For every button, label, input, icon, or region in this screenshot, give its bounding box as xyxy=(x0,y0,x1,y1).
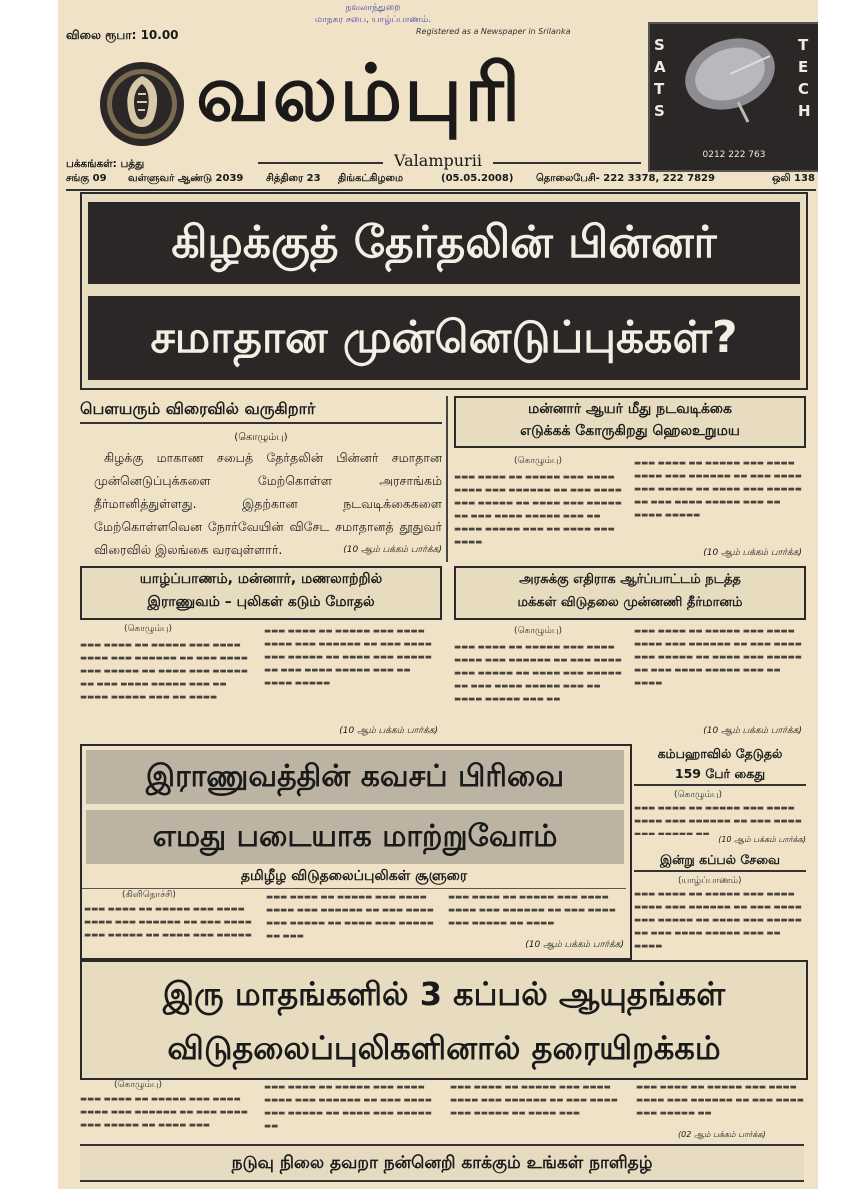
story5-headline-line-1[interactable]: இராணுவத்தின் கவசப் பிரிவை xyxy=(86,750,624,804)
conch-logo xyxy=(98,60,186,148)
story1 xyxy=(80,396,442,562)
brief1 xyxy=(634,744,806,848)
story1-headline[interactable]: பெளயரும் விரைவில் வருகிறார் xyxy=(80,396,442,424)
brief1-headline-line-1[interactable]: கம்பஹாவில் தேடுதல் xyxy=(657,746,783,761)
story5-text-col-2: ▬▬▬ ▬▬▬▬ ▬▬ ▬▬▬▬▬ ▬▬▬ ▬▬▬▬ ▬▬▬▬ ▬▬▬ ▬▬▬▬▬▬ ▬▬ ▬▬▬ ▬▬▬▬ ▬▬▬ ▬▬▬▬▬ ▬▬ ▬▬▬▬ ▬▬▬ ▬▬▬▬▬ ▬▬ ▬▬▬ xyxy=(266,892,434,940)
story2-headline-line-1: மன்னார் ஆயர் மீது நடவடிக்கை xyxy=(528,401,732,417)
dateline-issue: ஒலி 138 xyxy=(772,173,815,184)
dateline-tamil-year: வள்ளுவர் ஆண்டு 2039 xyxy=(128,173,244,184)
masthead-title: வலம்புரி xyxy=(196,49,523,139)
brief2-headline[interactable]: இன்று கப்பல் சேவை xyxy=(634,850,806,872)
pages-label: பக்கங்கள்: பத்து xyxy=(66,158,145,170)
lead-headline-line-2: சமாதான முன்னெடுப்புக்கள்? xyxy=(88,296,800,380)
ad-phone: 0212 222 763 xyxy=(702,150,766,160)
story2-headline-box[interactable] xyxy=(454,396,806,448)
dateline-phone: தொலைபேசி- 222 3378, 222 7829 xyxy=(536,173,715,184)
dateline-tamil-date: சித்திரை 23 xyxy=(266,173,321,184)
story5-continuation[interactable]: (10 ஆம் பக்கம் பார்க்க) xyxy=(525,940,624,950)
story4-source: (கொழும்பு) xyxy=(514,626,563,636)
story6-text-col-3: ▬▬▬ ▬▬▬▬ ▬▬ ▬▬▬▬▬ ▬▬▬ ▬▬▬▬ ▬▬▬▬ ▬▬▬ ▬▬▬▬▬▬ ▬▬ ▬▬▬ ▬▬▬▬ ▬▬▬ ▬▬▬▬▬ ▬▬ ▬▬▬▬ ▬▬▬ xyxy=(450,1082,618,1117)
brief1-text: ▬▬▬ ▬▬▬▬ ▬▬ ▬▬▬▬▬ ▬▬▬ ▬▬▬▬ ▬▬▬▬ ▬▬▬ ▬▬▬▬▬▬ ▬▬ ▬▬▬ ▬▬▬▬ ▬▬▬ ▬▬▬▬▬ ▬▬ xyxy=(634,803,802,835)
story2-headline-line-2: எடுக்கக் கோருகிறது ஹெலஉறுமய xyxy=(520,423,740,439)
story3-source: (கொழும்பு) xyxy=(124,624,173,634)
story2-source: (கொழும்பு) xyxy=(514,456,563,466)
brief1-headline-line-2[interactable]: 159 பேர் கைது xyxy=(634,764,806,786)
price-label: விலை ரூபா: 10.00 xyxy=(66,28,179,42)
title-rule-left xyxy=(258,162,383,164)
title-rule-right xyxy=(493,162,641,164)
brief2 xyxy=(634,850,806,956)
story3 xyxy=(80,566,442,742)
story4-headline-box[interactable] xyxy=(454,566,806,620)
lead-headline-box xyxy=(80,192,808,390)
footer-slogan: நடுவு நிலை தவறா நன்னெறி காக்கும் உங்கள் நாளிதழ் xyxy=(80,1144,804,1182)
story5-text-col-3: ▬▬▬ ▬▬▬▬ ▬▬ ▬▬▬▬▬ ▬▬▬ ▬▬▬▬ ▬▬▬▬ ▬▬▬ ▬▬▬▬▬▬ ▬▬ ▬▬▬ ▬▬▬▬ ▬▬▬ ▬▬▬▬▬ ▬▬ ▬▬▬▬ xyxy=(448,892,616,927)
story4-text-col-2: ▬▬▬ ▬▬▬▬ ▬▬ ▬▬▬▬▬ ▬▬▬ ▬▬▬▬ ▬▬▬▬ ▬▬▬ ▬▬▬▬▬▬ ▬▬ ▬▬▬ ▬▬▬▬ ▬▬▬ ▬▬▬▬▬ ▬▬ ▬▬▬▬ ▬▬▬ ▬▬▬▬▬ ▬▬ ▬▬▬ ▬▬▬▬ ▬▬▬▬▬ ▬▬▬ ▬▬ ▬▬▬▬ xyxy=(634,626,802,687)
story2 xyxy=(454,396,806,562)
stamp-line-2: மாநகர சபை, யாழ்ப்பாணம். xyxy=(314,15,432,25)
story5 xyxy=(80,744,632,960)
lead-headline-line-1: கிழக்குத் தேர்தலின் பின்னர் xyxy=(88,202,800,284)
story1-body: கிழக்கு மாகாண சபைத் தேர்தலின் பின்னர் சமாதான முன்னெடுப்புக்களை மேற்கொள்ள அரசாங்கம் தீர்மானித்துள்ளது. இதற்கான நடவடிக்கைகளை மேற்கொள்ளவென நோர்வேயின் விசேட சமாதானத் தூதுவர் விரைவில் இலங்கை வரவுள்ளார். xyxy=(94,450,442,557)
story2-text-col-2: ▬▬▬ ▬▬▬▬ ▬▬ ▬▬▬▬▬ ▬▬▬ ▬▬▬▬ ▬▬▬▬ ▬▬▬ ▬▬▬▬▬▬ ▬▬ ▬▬▬ ▬▬▬▬ ▬▬▬ ▬▬▬▬▬ ▬▬ ▬▬▬▬ ▬▬▬ ▬▬▬▬▬ ▬▬ ▬▬▬ ▬▬▬▬ ▬▬▬▬▬ ▬▬▬ ▬▬ ▬▬▬▬ ▬▬▬▬▬ xyxy=(634,458,802,519)
story4-continuation[interactable]: (10 ஆம் பக்கம் பார்க்க) xyxy=(703,726,802,736)
story6-headline-line-2: விடுதலைப்புலிகளினால் தரையிறக்கம் xyxy=(167,1029,721,1067)
story5-text-col-1: ▬▬▬ ▬▬▬▬ ▬▬ ▬▬▬▬▬ ▬▬▬ ▬▬▬▬ ▬▬▬▬ ▬▬▬ ▬▬▬▬▬▬ ▬▬ ▬▬▬ ▬▬▬▬ ▬▬▬ ▬▬▬▬▬ ▬▬ ▬▬▬▬ ▬▬▬ ▬▬▬▬▬ xyxy=(84,904,252,939)
dateline-volume: சங்கு 09 xyxy=(66,173,107,184)
story4-text-col-1: ▬▬▬ ▬▬▬▬ ▬▬ ▬▬▬▬▬ ▬▬▬ ▬▬▬▬ ▬▬▬▬ ▬▬▬ ▬▬▬▬▬▬ ▬▬ ▬▬▬ ▬▬▬▬ ▬▬▬ ▬▬▬▬▬ ▬▬ ▬▬▬▬ ▬▬▬ ▬▬▬▬▬ ▬▬ ▬▬▬ ▬▬▬▬ ▬▬▬▬▬ ▬▬▬ ▬▬ ▬▬▬▬ ▬▬▬▬▬ ▬▬▬ ▬▬ xyxy=(454,642,622,703)
story3-headline-line-1: யாழ்ப்பாணம், மன்னார், மணலாற்றில் xyxy=(139,571,383,587)
story2-text-col-1: ▬▬▬ ▬▬▬▬ ▬▬ ▬▬▬▬▬ ▬▬▬ ▬▬▬▬ ▬▬▬▬ ▬▬▬ ▬▬▬▬▬▬ ▬▬ ▬▬▬ ▬▬▬▬ ▬▬▬ ▬▬▬▬▬ ▬▬ ▬▬▬▬ ▬▬▬ ▬▬▬▬▬ ▬▬ ▬▬▬ ▬▬▬▬ ▬▬▬▬▬ ▬▬▬ ▬▬ ▬▬▬▬ ▬▬▬▬▬ ▬▬▬ ▬▬ ▬▬▬▬ ▬▬▬ ▬▬▬▬ xyxy=(454,472,622,546)
brief2-source: (யாழ்ப்பாணம்) xyxy=(678,876,742,886)
registered-note: Registered as a Newspaper in Srilanka xyxy=(416,27,571,36)
story5-subhead: தமிழீழ விடுதலைப்புலிகள் சூளுரை xyxy=(82,868,626,889)
brief1-continuation[interactable]: (10 ஆம் பக்கம் பார்க்க) xyxy=(718,835,806,844)
story2-continuation[interactable]: (10 ஆம் பக்கம் பார்க்க) xyxy=(703,548,802,558)
story6-continuation[interactable]: (02 ஆம் பக்கம் பார்க்க) xyxy=(678,1130,766,1139)
story6-headline-line-1: இரு மாதங்களில் 3 கப்பல் ஆயுதங்கள் xyxy=(162,975,726,1013)
sats-tech-ad xyxy=(648,22,818,172)
story6-source: (கொழும்பு) xyxy=(114,1080,163,1090)
story4 xyxy=(454,566,806,742)
dateline-date: (05.05.2008) xyxy=(441,173,514,184)
story3-text-col-2: ▬▬▬ ▬▬▬▬ ▬▬ ▬▬▬▬▬ ▬▬▬ ▬▬▬▬ ▬▬▬▬ ▬▬▬ ▬▬▬▬▬▬ ▬▬ ▬▬▬ ▬▬▬▬ ▬▬▬ ▬▬▬▬▬ ▬▬ ▬▬▬▬ ▬▬▬ ▬▬▬▬▬ ▬▬ ▬▬▬ ▬▬▬▬ ▬▬▬▬▬ ▬▬▬ ▬▬ ▬▬▬▬ ▬▬▬▬▬ xyxy=(264,626,432,687)
newspaper-page xyxy=(58,0,818,1189)
title-latin: Valampurii xyxy=(394,151,482,170)
story5-source: (கிளிநொச்சி) xyxy=(122,890,176,900)
library-stamp xyxy=(278,2,468,26)
story6-text-col-2: ▬▬▬ ▬▬▬▬ ▬▬ ▬▬▬▬▬ ▬▬▬ ▬▬▬▬ ▬▬▬▬ ▬▬▬ ▬▬▬▬▬▬ ▬▬ ▬▬▬ ▬▬▬▬ ▬▬▬ ▬▬▬▬▬ ▬▬ ▬▬▬▬ ▬▬▬ ▬▬▬▬▬ ▬▬ xyxy=(264,1082,432,1130)
ad-tech-label: TECH xyxy=(798,36,811,120)
satellite-dish-icon xyxy=(678,32,788,124)
ad-sats-label: SATS xyxy=(654,36,666,120)
story6-text-col-1: ▬▬▬ ▬▬▬▬ ▬▬ ▬▬▬▬▬ ▬▬▬ ▬▬▬▬ ▬▬▬▬ ▬▬▬ ▬▬▬▬▬▬ ▬▬ ▬▬▬ ▬▬▬▬ ▬▬▬ ▬▬▬▬▬ ▬▬ ▬▬▬▬ ▬▬▬ xyxy=(80,1094,248,1129)
story1-source: (கொழும்பு) xyxy=(234,432,288,443)
story6-headline-box[interactable] xyxy=(80,960,808,1080)
column-rule xyxy=(446,396,448,562)
story3-headline-box[interactable] xyxy=(80,566,442,620)
story1-continuation[interactable]: (10 ஆம் பக்கம் பார்க்க) xyxy=(343,545,442,555)
story3-text-col-1: ▬▬▬ ▬▬▬▬ ▬▬ ▬▬▬▬▬ ▬▬▬ ▬▬▬▬ ▬▬▬▬ ▬▬▬ ▬▬▬▬▬▬ ▬▬ ▬▬▬ ▬▬▬▬ ▬▬▬ ▬▬▬▬▬ ▬▬ ▬▬▬▬ ▬▬▬ ▬▬▬▬▬ ▬▬ ▬▬▬ ▬▬▬▬ ▬▬▬▬▬ ▬▬▬ ▬▬ ▬▬▬▬ ▬▬▬▬▬ ▬▬▬ ▬▬ ▬▬▬▬ xyxy=(80,640,248,701)
story4-headline-line-2: மக்கள் விடுதலை முன்னணி தீர்மானம் xyxy=(517,595,743,610)
story4-headline-line-1: அரசுக்கு எதிராக ஆர்ப்பாட்டம் நடத்த xyxy=(519,572,741,587)
story5-headline-line-2[interactable]: எமது படையாக மாற்றுவோம் xyxy=(86,810,624,864)
dateline-weekday: திங்கட்கிழமை xyxy=(338,173,404,184)
brief1-source: (கொழும்பு) xyxy=(674,790,723,800)
stamp-line-1: நவலாந்துறை xyxy=(345,3,401,13)
story6-text-col-4: ▬▬▬ ▬▬▬▬ ▬▬ ▬▬▬▬▬ ▬▬▬ ▬▬▬▬ ▬▬▬▬ ▬▬▬ ▬▬▬▬▬▬ ▬▬ ▬▬▬ ▬▬▬▬ ▬▬▬ ▬▬▬▬▬ ▬▬ xyxy=(636,1082,804,1117)
dateline-bar xyxy=(66,173,816,191)
brief2-text: ▬▬▬ ▬▬▬▬ ▬▬ ▬▬▬▬▬ ▬▬▬ ▬▬▬▬ ▬▬▬▬ ▬▬▬ ▬▬▬▬▬▬ ▬▬ ▬▬▬ ▬▬▬▬ ▬▬▬ ▬▬▬▬▬ ▬▬ ▬▬▬▬ ▬▬▬ ▬▬▬▬▬ ▬▬ ▬▬▬ ▬▬▬▬ ▬▬▬▬▬ ▬▬▬ ▬▬ ▬▬▬▬ xyxy=(634,889,802,950)
story3-continuation[interactable]: (10 ஆம் பக்கம் பார்க்க) xyxy=(339,726,438,736)
story3-headline-line-2: இராணுவம் – புலிகள் கடும் மோதல் xyxy=(147,594,375,610)
